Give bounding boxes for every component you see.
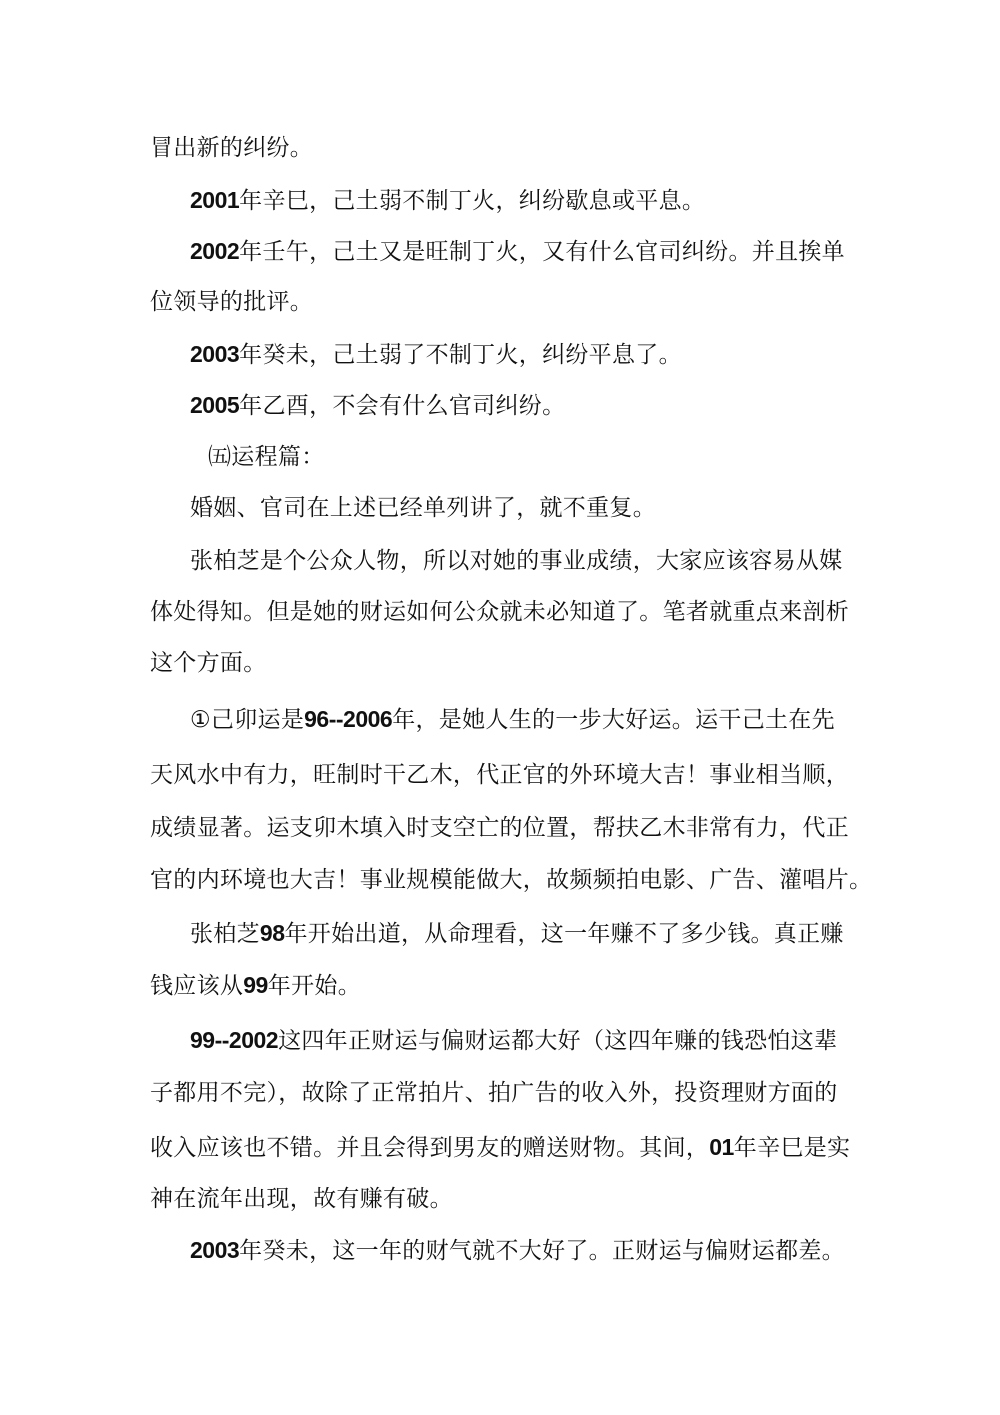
paragraph-line: [150, 131, 855, 165]
text: 位领导的批评。: [150, 289, 314, 315]
text: 年壬午，己土又是旺制丁火，又有什么官司纠纷。并且挨单: [239, 239, 845, 265]
text: 收入应该也不错。并且会得到男友的赠送财物。其间，: [150, 1135, 710, 1161]
text: 年辛巳是实: [733, 1135, 851, 1161]
year-bold: 2001: [190, 187, 240, 213]
paragraph-line: [150, 595, 855, 629]
text: 年癸未，这一年的财气就不大好了。正财运与偏财运都差。: [239, 1238, 845, 1264]
text: 婚姻、官司在上述已经单列讲了，就不重复。: [190, 495, 656, 521]
text: 年开始。: [267, 973, 361, 999]
text: 官的内环境也大吉！事业规模能做大，故频频拍电影、广告、灌唱片。: [150, 867, 873, 893]
text: 冒出新的纠纷。: [150, 135, 314, 161]
text: 子都用不完），故除了正常拍片、拍广告的收入外，投资理财方面的: [150, 1080, 838, 1106]
text: 张柏芝: [190, 921, 260, 947]
paragraph-line: [150, 1130, 855, 1164]
paragraph-line: [150, 811, 855, 845]
paragraph-line: [190, 388, 855, 422]
paragraph-line: [190, 183, 855, 217]
text: 张柏芝是个公众人物，所以对她的事业成绩，大家应该容易从媒: [190, 548, 843, 574]
year-range-bold: 99--2002: [190, 1027, 279, 1053]
paragraph-line: [150, 285, 855, 319]
paragraph-line: [190, 234, 855, 268]
heading-text: ㈤运程篇：: [208, 444, 325, 470]
paragraph-line: [190, 1023, 855, 1057]
year-bold: 01: [709, 1134, 734, 1160]
text: 体处得知。但是她的财运如何公众就未必知道了。笔者就重点来剖析: [150, 599, 849, 625]
text: 天风水中有力，旺制时干乙木，代正官的外环境大吉！事业相当顺，: [150, 762, 849, 788]
year-bold: 2003: [190, 341, 240, 367]
paragraph-line: [150, 646, 855, 680]
paragraph-line: [150, 1076, 855, 1110]
text: 神在流年出现，故有赚有破。: [150, 1186, 453, 1212]
paragraph-line: [150, 863, 873, 897]
text: 年，是她人生的一步大好运。运干己土在先: [392, 707, 835, 733]
year-range-bold: 96--2006: [304, 706, 393, 732]
text: 这四年正财运与偏财运都大好（这四年赚的钱恐怕这辈: [278, 1028, 838, 1054]
text: 成绩显著。运支卯木填入时支空亡的位置，帮扶乙木非常有力，代正: [150, 815, 849, 841]
paragraph-line: [150, 1182, 855, 1216]
text: ①己卯运是: [190, 707, 305, 733]
text: 这个方面。: [150, 650, 267, 676]
text: 钱应该从: [150, 973, 244, 999]
paragraph-line: [150, 968, 855, 1002]
paragraph-line: [190, 916, 855, 950]
paragraph-line: [190, 491, 855, 525]
paragraph-line: [190, 702, 855, 736]
text: 年辛巳，己土弱不制丁火，纠纷歇息或平息。: [239, 188, 706, 214]
year-bold: 2003: [190, 1237, 240, 1263]
text: 年开始出道，从命理看，这一年赚不了多少钱。真正赚: [284, 921, 844, 947]
paragraph-line: [150, 758, 855, 792]
paragraph-line: [190, 337, 855, 371]
year-bold: 2002: [190, 238, 240, 264]
text: 年癸未，己土弱了不制丁火，纠纷平息了。: [239, 342, 682, 368]
year-bold: 99: [243, 972, 268, 998]
paragraph-line: [190, 544, 855, 578]
year-bold: 98: [259, 920, 285, 946]
section-heading: [208, 440, 865, 474]
text: 年乙酉，不会有什么官司纠纷。: [239, 393, 566, 419]
paragraph-line: [190, 1233, 855, 1267]
year-bold: 2005: [190, 392, 240, 418]
